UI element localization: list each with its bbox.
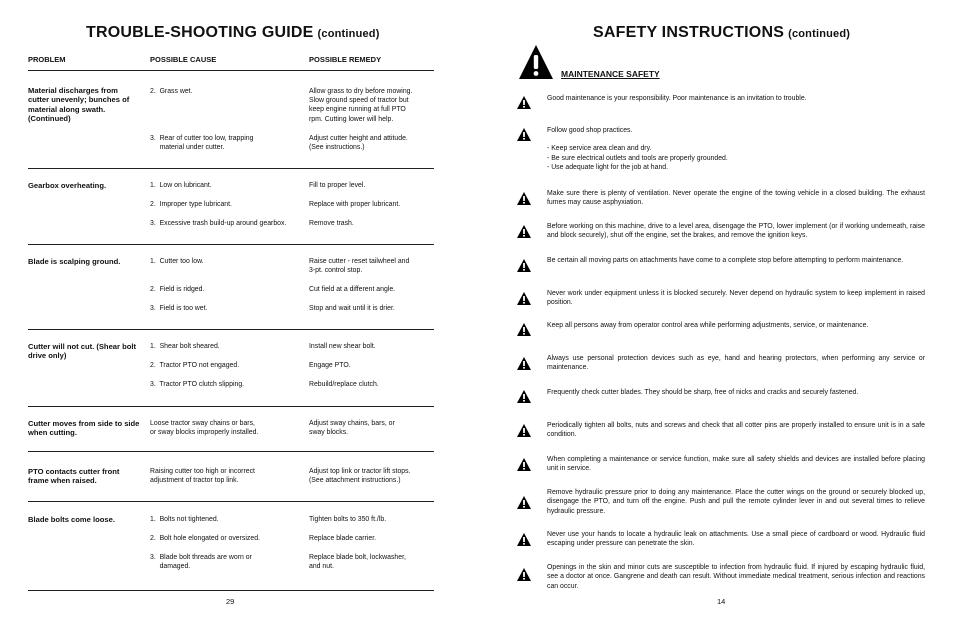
divider — [28, 244, 434, 245]
cause-cell: 1. Bolts not tightened. — [150, 516, 219, 523]
problem-cell: Blade bolts come loose. — [28, 515, 115, 524]
cause-cell: 3. Field is too wet. — [150, 305, 208, 312]
item-text: Never work under equipment unless it is blocked securely. Never depend on hydraulic system to keep implement in raised position. — [547, 290, 925, 307]
item-line: Follow good shop practices. — [547, 127, 633, 134]
remedy-cell: Raise cutter - reset tailwheel and 3-pt. control stop. — [309, 258, 410, 275]
item-text: Frequently check cutter blades. They should be sharp, free of nicks and cracks and securely fastened. — [547, 389, 859, 396]
item-text: Keep all persons away from operator control area while performing adjustments, service, or maintenance. — [547, 322, 869, 329]
item-text: Always use personal protection devices such as eye, hand and hearing protectors, when performing any service or maintenance. — [547, 355, 925, 372]
page-title-suffix: (continued) — [317, 28, 380, 40]
item-text: Never use your hands to locate a hydraulic leak on attachments. Use a small piece of cardboard or wood. Hydraulic fluid escaping under pressure can penetrate the skin. — [547, 531, 925, 548]
item-text: When completing a maintenance or service function, make sure all safety shields and devices are installed before placing unit in service. — [547, 456, 925, 473]
remedy-cell: Adjust cutter height and attitude. (See instructions.) — [309, 135, 408, 152]
remedy-cell: Replace blade bolt, lockwasher, and nut. — [309, 554, 406, 571]
safety-page — [477, 0, 954, 618]
page-number: 29 — [226, 597, 235, 606]
cause-cell: 2. Tractor PTO not engaged. — [150, 362, 240, 369]
remedy-cell: Rebuild/replace clutch. — [309, 381, 379, 388]
warning-icon — [517, 259, 531, 272]
remedy-cell: Replace blade carrier. — [309, 535, 377, 542]
divider — [28, 168, 434, 169]
warning-icon — [517, 225, 531, 238]
warning-icon — [517, 323, 531, 336]
cause-cell: Loose tractor sway chains or bars, or sway blocks improperly installed. — [150, 420, 259, 437]
warning-icon — [517, 458, 531, 471]
page-title: SAFETY INSTRUCTIONS (continued) — [593, 24, 851, 41]
column-header-cause: POSSIBLE CAUSE — [150, 55, 217, 64]
warning-icon — [517, 192, 531, 205]
section-heading: MAINTENANCE SAFETY — [561, 69, 660, 79]
item-subline: - Keep service area clean and dry. — [547, 145, 652, 153]
item-text: Before working on this machine, drive to a level area, disengage the PTO, lower implement (or if working underneath, raise and block securely), shut off the engine, set the brakes, and remove the ignition keys. — [547, 223, 925, 240]
cause-cell: 3. Blade bolt threads are worn or damaged. — [150, 554, 252, 571]
warning-icon — [517, 292, 531, 305]
problem-cell: Blade is scalping ground. — [28, 257, 121, 266]
warning-icon — [517, 96, 531, 109]
problem-cell: Material discharges from cutter unevenly; bunches of material along swath. (Continued) — [28, 86, 130, 123]
divider — [28, 70, 434, 71]
cause-cell: 3. Tractor PTO clutch slipping. — [150, 381, 245, 388]
warning-icon — [517, 496, 531, 509]
page-number: 14 — [717, 597, 726, 606]
warning-icon — [517, 357, 531, 370]
cause-cell: Raising cutter too high or incorrect adjustment of tractor top link. — [150, 468, 255, 485]
divider — [28, 329, 434, 330]
remedy-cell: Adjust top link or tractor lift stops. (See attachment instructions.) — [309, 468, 411, 485]
divider — [28, 501, 434, 502]
item-text: Periodically tighten all bolts, nuts and screws and check that all cotter pins are properly installed to ensure unit is in a safe condition. — [547, 422, 925, 439]
item-text: Be certain all moving parts on attachments have come to a complete stop before attempting to perform maintenance. — [547, 257, 904, 264]
warning-icon — [517, 424, 531, 437]
remedy-cell: Replace with proper lubricant. — [309, 201, 401, 208]
page-title-suffix: (continued) — [788, 28, 851, 40]
cause-cell: 1. Shear bolt sheared. — [150, 343, 220, 350]
warning-icon — [517, 533, 531, 546]
cause-cell: 3. Rear of cutter too low, trapping material under cutter. — [150, 135, 254, 152]
divider — [28, 590, 434, 591]
warning-icon — [517, 568, 531, 581]
remedy-cell: Allow grass to dry before mowing. Slow ground speed of tractor but keep engine running at full PTO rpm. Cutting lower will help. — [309, 88, 413, 123]
divider — [28, 406, 434, 407]
page-title: TROUBLE-SHOOTING GUIDE (continued) — [86, 24, 380, 41]
cause-cell: 1. Cutter too low. — [150, 258, 204, 265]
divider — [28, 451, 434, 452]
item-text: Remove hydraulic pressure prior to doing any maintenance. Place the cutter wings on the ground or securely blocked up, disengage the PTO, and turn off the engine. Push and pull the remote cylinder lever in and out several times to relieve hydraulic pressure. — [547, 489, 925, 515]
remedy-cell: Engage PTO. — [309, 362, 351, 369]
remedy-cell: Fill to proper level. — [309, 182, 366, 189]
warning-icon — [517, 128, 531, 141]
cause-cell: 3. Excessive trash build-up around gearbox. — [150, 220, 287, 227]
warning-icon — [517, 390, 531, 403]
item-text — [547, 126, 925, 173]
remedy-cell: Remove trash. — [309, 220, 354, 227]
problem-cell: Gearbox overheating. — [28, 181, 107, 190]
column-header-problem: PROBLEM — [28, 55, 66, 64]
column-header-remedy: POSSIBLE REMEDY — [309, 55, 382, 64]
remedy-cell: Adjust sway chains, bars, or sway blocks. — [309, 420, 395, 437]
item-subline: - Use adequate light for the job at hand. — [547, 164, 669, 172]
problem-cell: Cutter will not cut. (Shear bolt drive only) — [28, 342, 136, 361]
remedy-cell: Cut field at a different angle. — [309, 286, 396, 293]
warning-icon — [518, 44, 554, 80]
remedy-cell: Install new shear bolt. — [309, 343, 376, 350]
item-text: Good maintenance is your responsibility. Poor maintenance is an invitation to trouble. — [547, 95, 807, 102]
cause-cell: 1. Low on lubricant. — [150, 182, 212, 189]
cause-cell: 2. Grass wet. — [150, 88, 193, 95]
cause-cell: 2. Field is ridged. — [150, 286, 205, 293]
item-text: Openings in the skin and minor cuts are susceptible to infection from hydraulic fluid. If injured by escaping hydraulic fluid, see a doctor at once. Gangrene and death can result. Without immediate medical treatment, serious infection and reactions can occur. — [547, 564, 925, 590]
remedy-cell: Stop and wait until it is drier. — [309, 305, 395, 312]
item-text: Make sure there is plenty of ventilation. Never operate the engine of the towing vehicle in a closed building. The exhaust fumes may cause asphyxiation. — [547, 190, 925, 207]
remedy-cell: Tighten bolts to 350 ft./lb. — [309, 516, 387, 523]
cause-cell: 2. Improper type lubricant. — [150, 201, 232, 208]
problem-cell: Cutter moves from side to side when cutting. — [28, 419, 140, 438]
cause-cell: 2. Bolt hole elongated or oversized. — [150, 535, 260, 542]
problem-cell: PTO contacts cutter front frame when raised. — [28, 467, 120, 486]
item-subline: - Be sure electrical outlets and tools are properly grounded. — [547, 154, 728, 162]
